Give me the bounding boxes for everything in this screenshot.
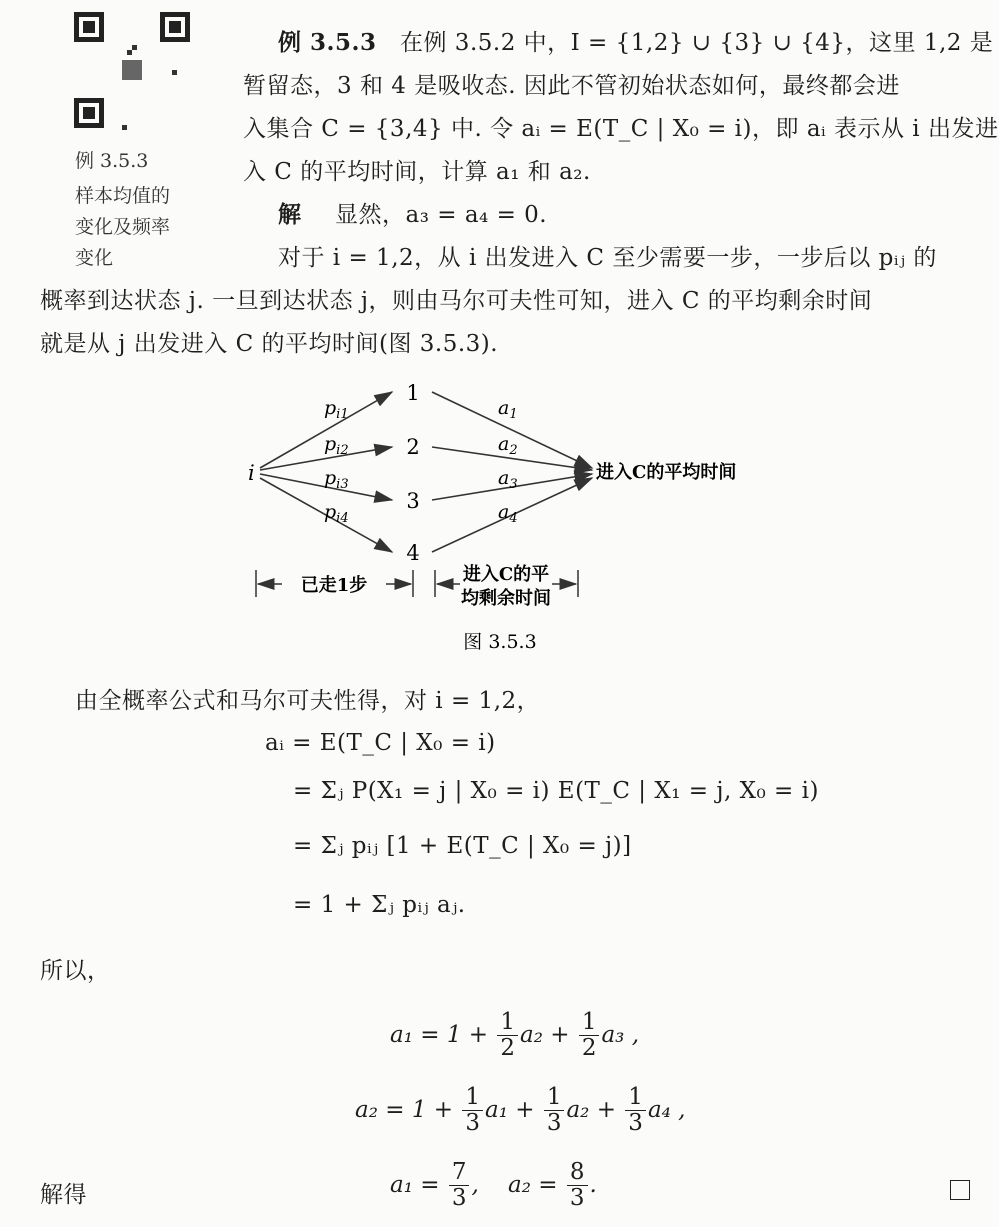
derivation-line: aᵢ = E(T_C | X₀ = i) <box>265 730 496 756</box>
derivation-line: = Σⱼ P(X₁ = j | X₀ = i) E(T_C | X₁ = j, X₀ = i) <box>293 778 819 804</box>
equation-result: a₁ = $\frac{7}{3}$ , a₂ = $\frac{8}{3}$ . <box>390 1159 597 1212</box>
qr-code-icon <box>72 10 192 130</box>
solution-line: 概率到达状态 j. 一旦到达状态 j，则由马尔可夫性可知，进入 C 的平均剩余时间 <box>40 288 873 314</box>
figure-caption: 图 3.5.3 <box>463 631 537 653</box>
example-line: 暂留态，3 和 4 是吸收态. 因此不管初始状态如何，最终都会进 <box>243 73 900 99</box>
example-heading: 例 3.5.3 <box>278 29 377 56</box>
qr-caption-line: 变化及频率 <box>75 216 171 238</box>
p-label: $p_{i4}$ <box>324 501 349 526</box>
solution-line: 就是从 j 出发进入 C 的平均时间(图 3.5.3). <box>40 331 499 357</box>
equation-a1: a₁ = 1 + $\frac{1}{2}$ a₂ + $\frac{1}{2}$ a₃ , <box>390 1009 640 1062</box>
figure-diagram <box>220 370 780 660</box>
qr-caption-line: 变化 <box>75 247 114 269</box>
derivation-line: = 1 + Σⱼ pᵢⱼ aⱼ. <box>293 892 466 918</box>
example-line: 入集合 C = {3,4} 中. 令 aᵢ = E(T_C | X₀ = i)，即 aᵢ 表示从 i 出发进 <box>243 116 999 142</box>
qr-caption-line: 例 3.5.3 <box>75 150 149 172</box>
solution-first: 显然，a₃ = a₄ = 0. <box>335 202 548 228</box>
qr-code[interactable] <box>72 10 192 130</box>
solution-label: 解 <box>278 201 302 228</box>
qr-caption-line: 样本均值的 <box>75 185 171 207</box>
start-state: i <box>248 461 255 485</box>
derivation-intro: 由全概率公式和马尔可夫性得，对 i = 1,2， <box>75 688 541 714</box>
a-label: $a_1$ <box>498 397 518 422</box>
therefore-label: 所以， <box>40 958 111 984</box>
derivation-line: = Σⱼ pᵢⱼ [1 + E(T_C | X₀ = j)] <box>293 833 632 859</box>
equation-a2: a₂ = 1 + $\frac{1}{3}$ a₁ + $\frac{1}{3}$ a₂ + $\frac{1}{3}$ a₄ , <box>355 1084 686 1137</box>
a-label: $a_4$ <box>498 501 518 526</box>
example-line: 入 C 的平均时间，计算 a₁ 和 a₂. <box>243 159 591 185</box>
p-label: $p_{i2}$ <box>324 433 349 458</box>
p-label: $p_{i1}$ <box>324 397 349 422</box>
example-line: 在例 3.5.2 中，I = {1,2} ∪ {3} ∪ {4}，这里 1,2 是 <box>400 30 994 56</box>
qed-square-icon <box>950 1180 970 1200</box>
p-label: $p_{i3}$ <box>324 467 349 492</box>
a-label: $a_2$ <box>498 433 518 458</box>
solution-line: 对于 i = 1,2，从 i 出发进入 C 至少需要一步，一步后以 pᵢⱼ 的 <box>278 245 937 271</box>
span-left-label: 已走1步 <box>300 575 368 596</box>
span-right-label: 均剩余时间 <box>461 588 551 609</box>
span-right-label: 进入C的平 <box>462 564 550 585</box>
state-label: 4 <box>406 541 420 565</box>
state-label: 3 <box>406 489 420 513</box>
a-label: $a_3$ <box>498 467 518 492</box>
state-label: 1 <box>406 381 420 405</box>
target-label: 进入C的平均时间 <box>596 462 737 483</box>
solve-label: 解得 <box>40 1182 87 1208</box>
state-label: 2 <box>406 435 420 459</box>
